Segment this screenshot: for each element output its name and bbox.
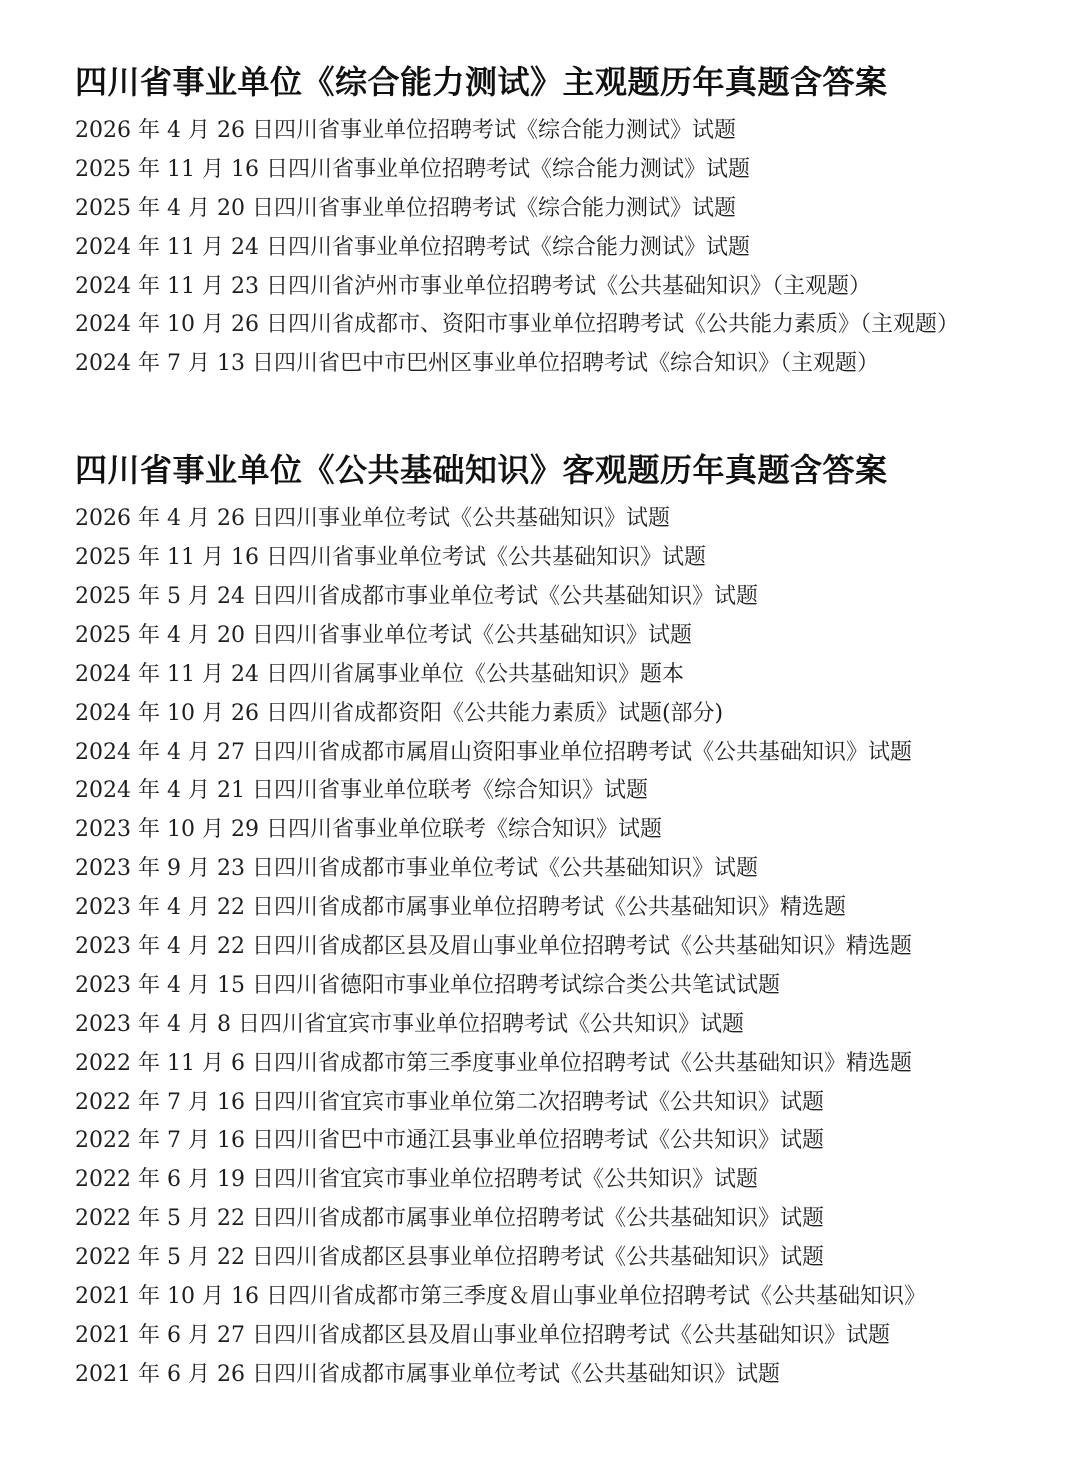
list-item: 2023 年 4 月 22 日四川省成都区县及眉山事业单位招聘考试《公共基础知识》精选题	[75, 934, 912, 960]
list-item: 2025 年 4 月 20 日四川省事业单位招聘考试《综合能力测试》试题	[75, 195, 736, 221]
list-item: 2025 年 5 月 24 日四川省成都市事业单位考试《公共基础知识》试题	[75, 584, 758, 610]
list-item: 2024 年 4 月 21 日四川省事业单位联考《综合知识》试题	[75, 778, 648, 804]
list-item: 2025 年 4 月 20 日四川省事业单位考试《公共基础知识》试题	[75, 622, 692, 648]
list-item: 2023 年 9 月 23 日四川省成都市事业单位考试《公共基础知识》试题	[75, 856, 758, 882]
list-item: 2022 年 11 月 6 日四川省成都市第三季度事业单位招聘考试《公共基础知识》精选题	[75, 1050, 912, 1076]
list-item: 2026 年 4 月 26 日四川事业单位考试《公共基础知识》试题	[75, 506, 670, 532]
section-subjective-exams	[75, 58, 1035, 384]
list-item: 2024 年 11 月 23 日四川省泸州市事业单位招聘考试《公共基础知识》（主观题）	[75, 273, 871, 299]
list-item: 2021 年 10 月 16 日四川省成都市第三季度＆眉山事业单位招聘考试《公共基础知识》	[75, 1284, 926, 1310]
list-item: 2024 年 7 月 13 日四川省巴中市巴州区事业单位招聘考试《综合知识》（主观题）	[75, 351, 879, 377]
exam-list	[75, 500, 1035, 1394]
list-item: 2025 年 11 月 16 日四川省事业单位招聘考试《综合能力测试》试题	[75, 156, 750, 182]
exam-list	[75, 112, 1035, 384]
list-item: 2024 年 10 月 26 日四川省成都市、资阳市事业单位招聘考试《公共能力素质》（主观题）	[75, 312, 959, 338]
list-item: 2021 年 6 月 27 日四川省成都区县及眉山事业单位招聘考试《公共基础知识》试题	[75, 1322, 890, 1348]
list-item: 2023 年 4 月 15 日四川省德阳市事业单位招聘考试综合类公共笔试试题	[75, 972, 780, 998]
section-title: 四川省事业单位《公共基础知识》客观题历年真题含答案	[75, 451, 888, 490]
list-item: 2021 年 6 月 26 日四川省成都市属事业单位考试《公共基础知识》试题	[75, 1361, 780, 1387]
section-title: 四川省事业单位《综合能力测试》主观题历年真题含答案	[75, 63, 888, 101]
list-item: 2023 年 4 月 22 日四川省成都市属事业单位招聘考试《公共基础知识》精选题	[75, 895, 846, 921]
list-item: 2024 年 11 月 24 日四川省属事业单位《公共基础知识》题本	[75, 661, 684, 687]
document-page	[75, 58, 1035, 1395]
list-item: 2026 年 4 月 26 日四川省事业单位招聘考试《综合能力测试》试题	[75, 118, 736, 143]
list-item: 2024 年 11 月 24 日四川省事业单位招聘考试《综合能力测试》试题	[75, 234, 750, 260]
list-item: 2022 年 5 月 22 日四川省成都市属事业单位招聘考试《公共基础知识》试题	[75, 1206, 824, 1232]
list-item: 2022 年 7 月 16 日四川省巴中市通江县事业单位招聘考试《公共知识》试题	[75, 1128, 824, 1154]
list-item: 2025 年 11 月 16 日四川省事业单位考试《公共基础知识》试题	[75, 545, 706, 571]
list-item: 2023 年 10 月 29 日四川省事业单位联考《综合知识》试题	[75, 817, 662, 843]
list-item: 2022 年 5 月 22 日四川省成都区县事业单位招聘考试《公共基础知识》试题	[75, 1245, 824, 1271]
list-item: 2023 年 4 月 8 日四川省宜宾市事业单位招聘考试《公共知识》试题	[75, 1011, 744, 1037]
section-objective-exams	[75, 446, 1035, 1394]
list-item: 2024 年 10 月 26 日四川省成都资阳《公共能力素质》试题(部分)	[75, 700, 724, 726]
list-item: 2022 年 7 月 16 日四川省宜宾市事业单位第二次招聘考试《公共知识》试题	[75, 1089, 824, 1115]
list-item: 2024 年 4 月 27 日四川省成都市属眉山资阳事业单位招聘考试《公共基础知识》试题	[75, 739, 912, 765]
list-item: 2022 年 6 月 19 日四川省宜宾市事业单位招聘考试《公共知识》试题	[75, 1167, 758, 1193]
